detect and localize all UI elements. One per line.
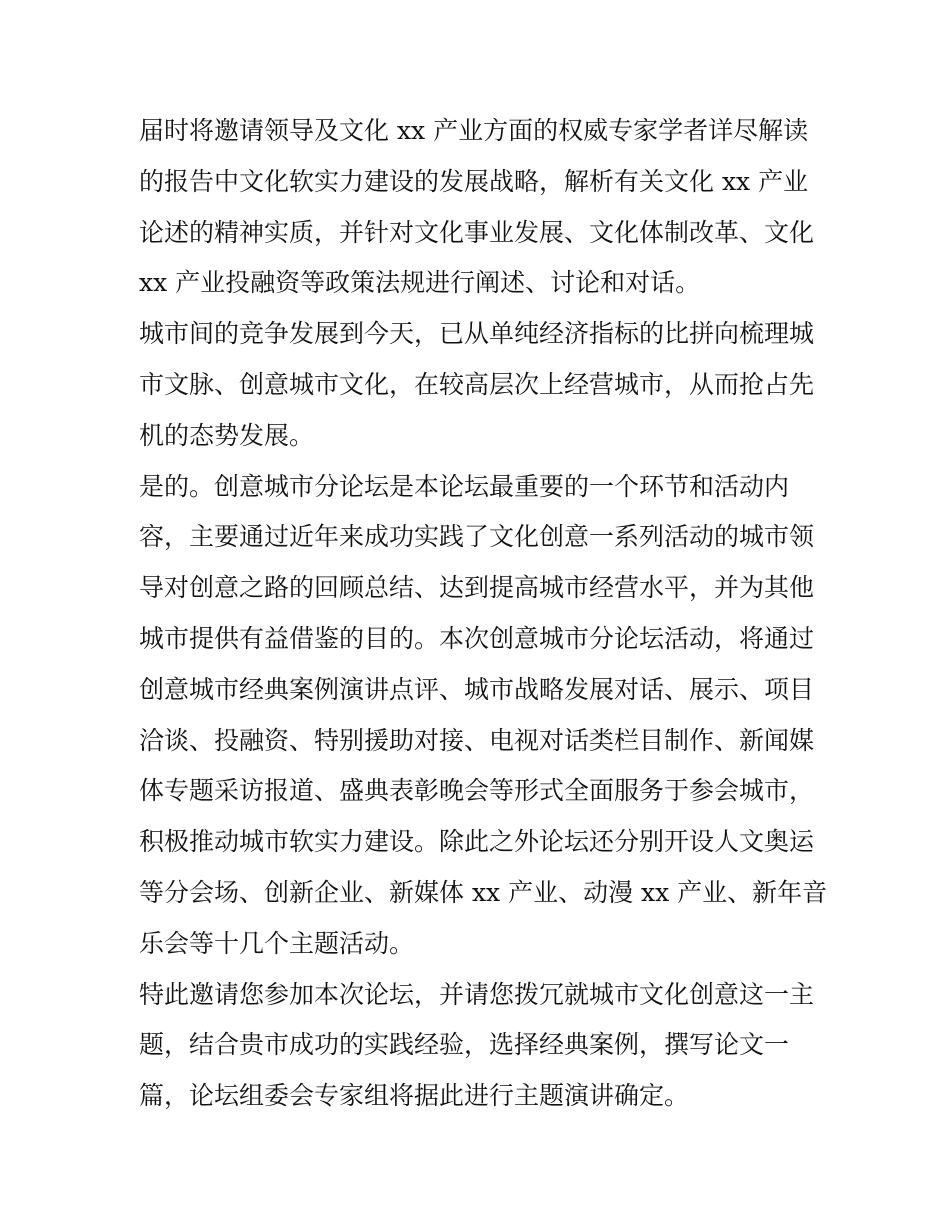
text-line: 积极推动城市软实力建设。除此之外论坛还分别开设人文奥运 — [139, 827, 815, 857]
text-line: 洽谈、投融资、特别援助对接、电视对话类栏目制作、新闻媒 — [139, 725, 815, 755]
paragraph-city-competition — [139, 309, 819, 461]
text-line: 篇，论坛组委会专家组将据此进行主题演讲确定。 — [139, 1081, 690, 1111]
text-line: xx 产业投融资等政策法规进行阐述、讨论和对话。 — [139, 268, 701, 298]
paragraph-invitation-closing — [139, 970, 819, 1122]
text-line: 体专题采访报道、盛典表彰晚会等形式全面服务于参会城市， — [139, 776, 815, 806]
paragraph-invitation-experts — [139, 106, 819, 309]
text-line: 创意城市经典案例演讲点评、城市战略发展对话、展示、项目 — [139, 674, 815, 704]
text-line: 乐会等十几个主题活动。 — [139, 928, 415, 958]
text-line: 的报告中文化软实力建设的发展战略，解析有关文化 xx 产业 — [139, 166, 809, 196]
paragraph-creative-city-forum — [139, 462, 828, 970]
text-line: 机的态势发展。 — [139, 420, 315, 450]
text-line: 城市提供有益借鉴的目的。本次创意城市分论坛活动，将通过 — [139, 623, 815, 653]
document-body — [139, 106, 828, 1122]
text-line: 导对创意之路的回顾总结、达到提高城市经营水平，并为其他 — [139, 573, 815, 603]
text-line: 论述的精神实质，并针对文化事业发展、文化体制改革、文化 — [139, 217, 815, 247]
text-line: 是的。创意城市分论坛是本论坛最重要的一个环节和活动内 — [139, 471, 790, 501]
text-line: 特此邀请您参加本次论坛，并请您拨冗就城市文化创意这一主 — [139, 979, 815, 1009]
text-line: 城市间的竞争发展到今天，已从单纯经济指标的比拼向梳理城 — [139, 319, 815, 349]
text-line: 容，主要通过近年来成功实践了文化创意一系列活动的城市领 — [139, 522, 815, 552]
text-line: 市文脉、创意城市文化，在较高层次上经营城市，从而抢占先 — [139, 369, 815, 399]
text-line: 等分会场、创新企业、新媒体 xx 产业、动漫 xx 产业、新年音 — [139, 877, 828, 907]
text-line: 届时将邀请领导及文化 xx 产业方面的权威专家学者详尽解读 — [139, 116, 809, 145]
text-line: 题，结合贵市成功的实践经验，选择经典案例，撰写论文一 — [139, 1030, 790, 1060]
